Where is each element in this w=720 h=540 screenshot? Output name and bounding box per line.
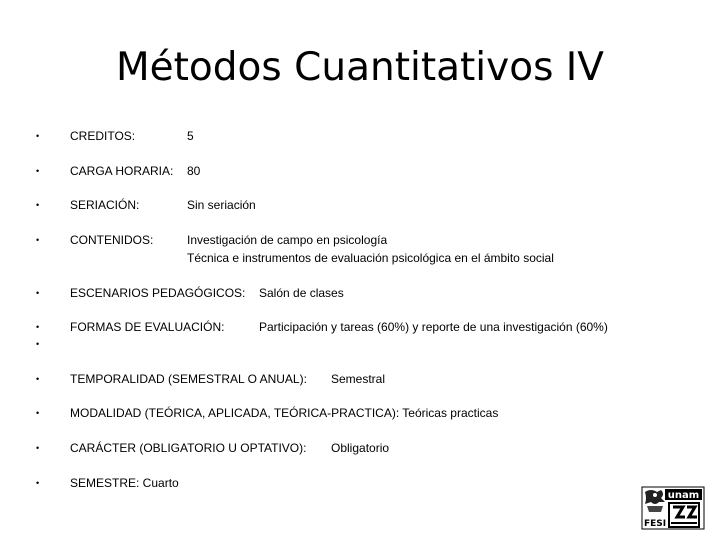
item-value: Técnica e instrumentos de evaluación psicológica en el ámbito social: [187, 251, 554, 265]
item-value: Obligatorio: [331, 441, 390, 455]
bullet-icon: •: [36, 322, 40, 332]
bullet-icon: •: [36, 131, 40, 141]
item-label: MODALIDAD (TEÓRICA, APLICADA, TEÓRICA-PRACTICA): Teóricas practicas: [70, 406, 499, 420]
logo-unam-text: unam: [667, 490, 700, 501]
bullet-icon: •: [36, 166, 40, 176]
item-value: Participación y tareas (60%) y reporte de una investigación (60%): [259, 320, 608, 334]
item-value: Sin seriación: [187, 198, 256, 212]
item-label: CARGA HORARIA:: [70, 164, 174, 178]
item-label: CREDITOS:: [70, 129, 136, 143]
item-label: SERIACIÓN:: [70, 198, 140, 212]
item-label: ESCENARIOS PEDAGÓGICOS:: [70, 286, 246, 300]
item-label: SEMESTRE: Cuarto: [70, 476, 179, 490]
bullet-icon: •: [36, 408, 40, 418]
unam-fesi-logo: [641, 486, 705, 530]
item-label: CONTENIDOS:: [70, 233, 154, 247]
bullet-icon: •: [36, 288, 40, 298]
item-value: 5: [187, 129, 194, 143]
item-value: Investigación de campo en psicología: [187, 233, 388, 247]
item-label: FORMAS DE EVALUACIÓN:: [70, 320, 225, 334]
bullet-icon: •: [36, 478, 40, 488]
item-value: Salón de clases: [259, 286, 344, 300]
bullet-icon: •: [36, 374, 40, 384]
item-label: CARÁCTER (OBLIGATORIO U OPTATIVO):: [70, 441, 307, 455]
bullet-icon: •: [36, 235, 40, 245]
logo-icon: [641, 486, 705, 530]
item-label: TEMPORALIDAD (SEMESTRAL O ANUAL):: [70, 372, 307, 386]
bullet-icon: •: [36, 339, 40, 349]
bullet-icon: •: [36, 200, 40, 210]
item-value: Semestral: [331, 372, 386, 386]
slide-title: Métodos Cuantitativos IV: [116, 45, 604, 90]
item-value: 80: [187, 164, 201, 178]
logo-fesi-text: FESI: [644, 519, 667, 529]
bullet-icon: •: [36, 443, 40, 453]
